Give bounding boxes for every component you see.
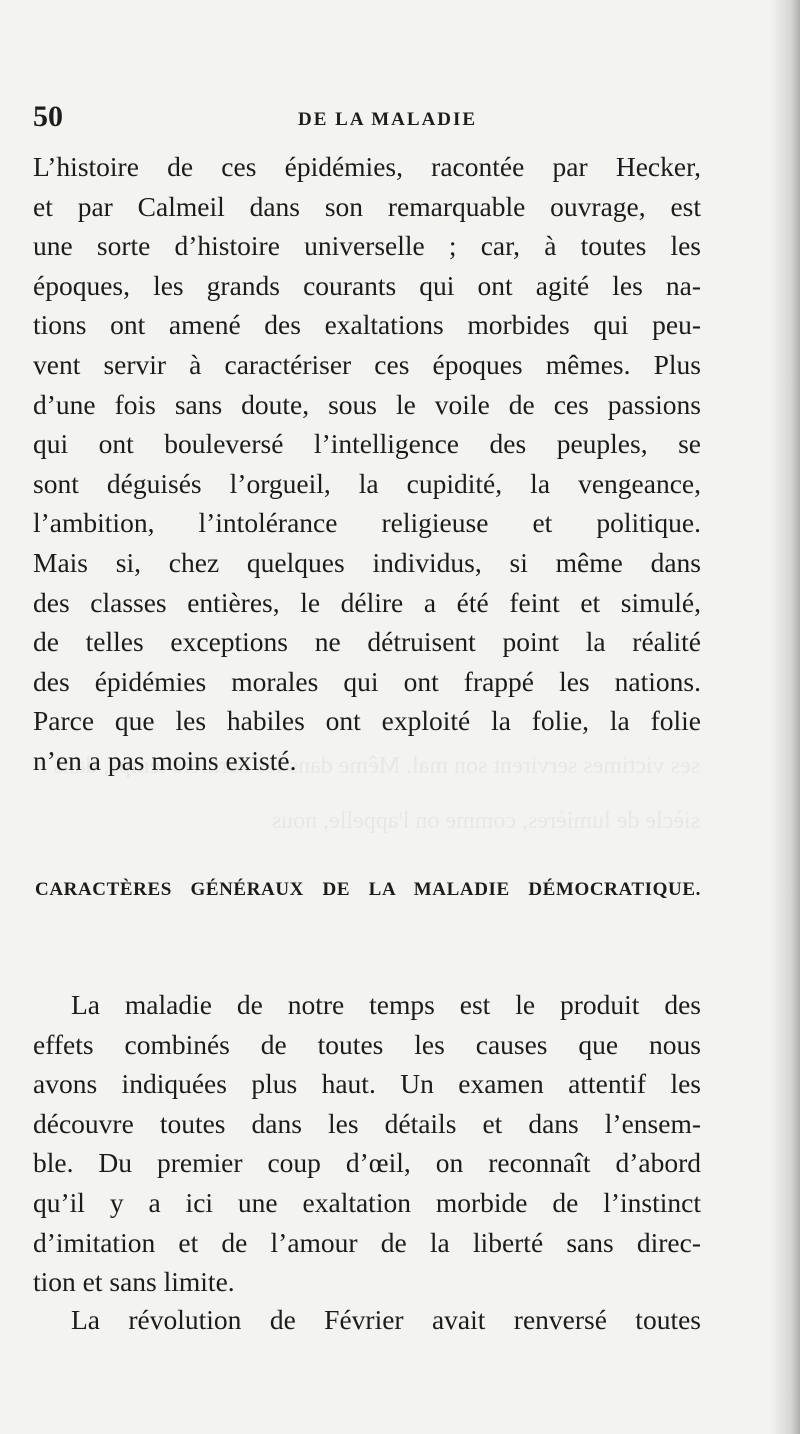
page-number: 50: [33, 100, 63, 133]
text-line: de telles exceptions ne détruisent point la réalité: [33, 626, 701, 658]
text-line: époques, les grands courants qui ont agité les na-: [33, 269, 701, 301]
text-line: sont déguisés l’orgueil, la cupidité, la vengeance,: [33, 467, 701, 499]
page-edge-shadow: [770, 0, 800, 1434]
text-line: des épidémies morales qui ont frappé les nations.: [33, 665, 701, 697]
text-line: qu’il y a ici une exaltation morbide de l’instinct: [33, 1186, 701, 1218]
running-head: DE LA MALADIE: [298, 109, 478, 130]
text-line: La maladie de notre temps est le produit des: [71, 989, 701, 1020]
text-line: l’ambition, l’intolérance religieuse et politique.: [33, 507, 701, 539]
page-header: [33, 100, 703, 144]
text-line: d’imitation et de l’amour de la liberté sans direc-: [33, 1226, 701, 1258]
text-line: vent servir à caractériser ces époques mêmes. Plus: [33, 348, 701, 380]
section-heading: CARACTÈRES GÉNÉRAUX DE LA MALADIE DÉMOCRATIQUE.: [35, 879, 701, 900]
text-line: effets combinés de toutes les causes que nous: [33, 1028, 701, 1060]
text-line: découvre toutes dans les détails et dans l’ensem-: [33, 1107, 701, 1139]
text-line: Parce que les habiles ont exploité la folie, la folie: [33, 705, 701, 737]
paragraph-1: [33, 147, 701, 781]
text-line: tion et sans limite.: [33, 1266, 235, 1298]
text-line: qui ont bouleversé l’intelligence des peuples, se: [33, 428, 701, 460]
text-line: ble. Du premier coup d’œil, on reconnaît d’abord: [33, 1147, 701, 1179]
text-line: Mais si, chez quelques individus, si même dans: [33, 546, 701, 578]
text-line: n’en a pas moins existé.: [33, 744, 297, 776]
paragraph-3: [33, 1300, 701, 1340]
text-line: avons indiquées plus haut. Un examen attentif les: [33, 1068, 701, 1100]
text-line: tions ont amené des exaltations morbides qui peu-: [33, 309, 701, 341]
text-line: des classes entières, le délire a été feint et simulé,: [33, 586, 701, 618]
text-line: et par Calmeil dans son remarquable ouvrage, est: [33, 190, 701, 222]
text-line: d’une fois sans doute, sous le voile de ces passions: [33, 388, 701, 420]
text-line: une sorte d’histoire universelle ; car, à toutes les: [33, 230, 701, 262]
text-line: L’histoire de ces épidémies, racontée par Hecker,: [33, 151, 701, 182]
show-through-text: [40, 800, 700, 842]
paragraph-2: [33, 985, 701, 1302]
text-line: La révolution de Février avait renversé toutes: [71, 1304, 701, 1335]
